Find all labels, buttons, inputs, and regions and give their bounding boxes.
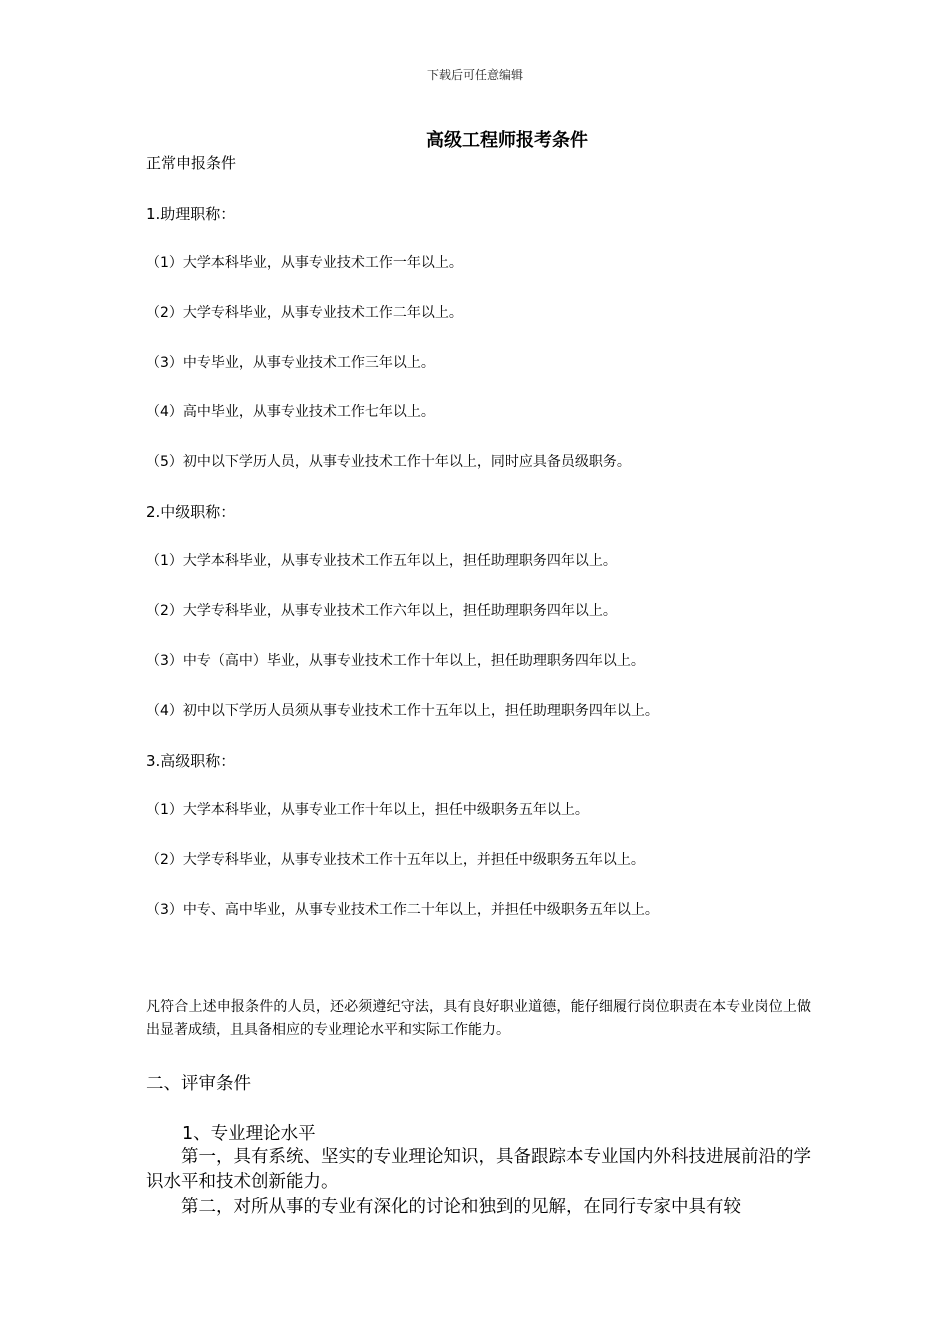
list-item: （1）大学本科毕业，从事专业技术工作一年以上。 (146, 255, 463, 271)
part-two-paragraph: 第二，对所从事的专业有深化的讨论和独到的见解，在同行专家中具有较 (181, 1197, 741, 1217)
list-item: （3）中专、高中毕业，从事专业技术工作二十年以上，并担任中级职务五年以上。 (146, 902, 659, 918)
list-item: （1）大学本科毕业，从事专业技术工作五年以上，担任助理职务四年以上。 (146, 553, 617, 569)
list-item: （5）初中以下学历人员，从事专业技术工作十年以上，同时应具备员级职务。 (146, 454, 631, 470)
list-item: （3）中专毕业，从事专业技术工作三年以上。 (146, 355, 435, 371)
list-item: （4）初中以下学历人员须从事专业技术工作十五年以上，担任助理职务四年以上。 (146, 703, 659, 719)
requirements-paragraph: 凡符合上述申报条件的人员，还必须遵纪守法，具有良好职业道德，能仔细履行岗位职责在本专业岗位上做出显著成绩，且具备相应的专业理论水平和实际工作能力。 (146, 999, 811, 1038)
list-item: （2）大学专科毕业，从事专业技术工作二年以上。 (146, 305, 463, 321)
section-heading-senior: 3.高级职称： (146, 752, 236, 770)
list-item: （4）高中毕业，从事专业技术工作七年以上。 (146, 404, 435, 420)
document-title: 高级工程师报考条件 (426, 130, 588, 151)
section-heading-assistant: 1.助理职称： (146, 205, 236, 223)
part-two-heading: 二、评审条件 (146, 1074, 251, 1094)
subtitle: 正常申报条件 (146, 154, 237, 172)
section-heading-intermediate: 2.中级职称： (146, 503, 236, 521)
list-item: （2）大学专科毕业，从事专业技术工作六年以上，担任助理职务四年以上。 (146, 603, 617, 619)
list-item: （3）中专（高中）毕业，从事专业技术工作十年以上，担任助理职务四年以上。 (146, 653, 645, 669)
list-item: （1）大学本科毕业，从事专业工作十年以上，担任中级职务五年以上。 (146, 802, 589, 818)
header-note: 下载后可任意编辑 (426, 68, 523, 82)
part-two-subheading: 1、专业理论水平 (182, 1124, 316, 1144)
list-item: （2）大学专科毕业，从事专业技术工作十五年以上，并担任中级职务五年以上。 (146, 852, 645, 868)
part-two-paragraph: 第一，具有系统、坚实的专业理论知识，具备跟踪本专业国内外科技进展前沿的学识水平和技术创新能力。 (146, 1147, 811, 1192)
